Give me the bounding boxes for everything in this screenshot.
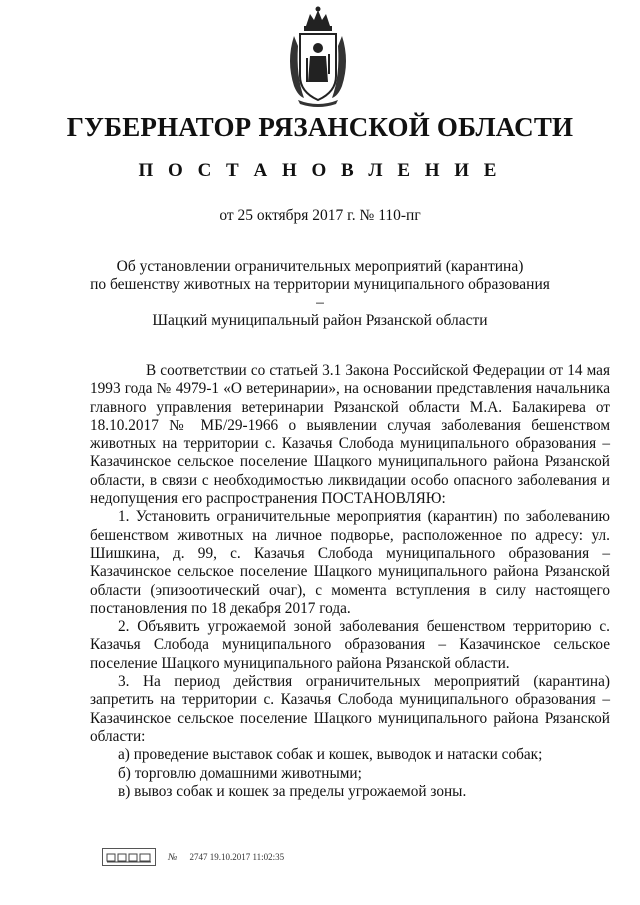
coat-of-arms-emblem (284, 6, 352, 108)
number-sign-icon: № (168, 851, 178, 863)
subject-line: Об установлении ограничительных мероприятий (карантина) (116, 258, 524, 275)
registration-footer (102, 848, 284, 866)
document-date-number: от 25 октября 2017 г. № 110-пг (219, 207, 421, 224)
document-type-heading: П О С Т А Н О В Л Е Н И Е (138, 160, 502, 181)
authority-heading: ГУБЕРНАТОР РЯЗАНСКОЙ ОБЛАСТИ (66, 112, 574, 142)
point-3-paragraph: 3. На период действия ограничительных мероприятий (карантина) запретить на территории с. Казачья Слобода муниципального образования – Казачинское сельское поселение Шацкого муниципального района Рязанской области: (90, 673, 610, 745)
preamble-paragraph: В соответствии со статьей 3.1 Закона Российской Федерации от 14 мая 1993 года № 4979-1 «О ветеринарии», на основании представления начальника главного управления ветеринарии Рязанской области М.А. Балакирева от 18.10.2017 № МБ/29-1966 о выявлении случая заболевания бешенством животных на территории с. Казачья Слобода муниципального образования – Казачинское сельское поселение Шацкого муниципального района Рязанской области, в связи с необходимостью ликвидации особо опасного заболевания и недопущения его распространения ПОСТАНОВЛЯЮ: (90, 362, 610, 508)
registration-number-timestamp: 2747 19.10.2017 11:02:35 (189, 852, 285, 862)
point-1-paragraph: 1. Установить ограничительные мероприятия (карантин) по заболеванию бешенством животных на личное подворье, расположенное по адресу: ул. Шишкина, д. 99, с. Казачья Слобода муниципального образования – Казачинское сельское поселение Шацкого муниципального района Рязанской области (эпизоотический очаг), с момента вступления в силу настоящего постановления по 18 декабря 2017 года. (90, 508, 610, 617)
subject-line: Шацкий муниципальный район Рязанской области (152, 312, 488, 329)
document-subject (90, 258, 550, 330)
point-2-paragraph: 2. Объявить угрожаемой зоной заболевания бешенством территорию с. Казачья Слобода муниципального образования – Казачинское сельское поселение Шацкого муниципального района Рязанской области. (90, 618, 610, 672)
list-item-a: а) проведение выставок собак и кошек, выводок и натаски собак; (118, 746, 543, 764)
list-item-b: б) торговлю домашними животными; (118, 764, 362, 782)
list-item-c: в) вывоз собак и кошек за пределы угрожаемой зоны. (118, 782, 467, 800)
subject-line: по бешенству животных на территории муниципального образования – (90, 276, 550, 311)
registry-logo-stamp (102, 848, 156, 866)
document-body (90, 362, 610, 801)
